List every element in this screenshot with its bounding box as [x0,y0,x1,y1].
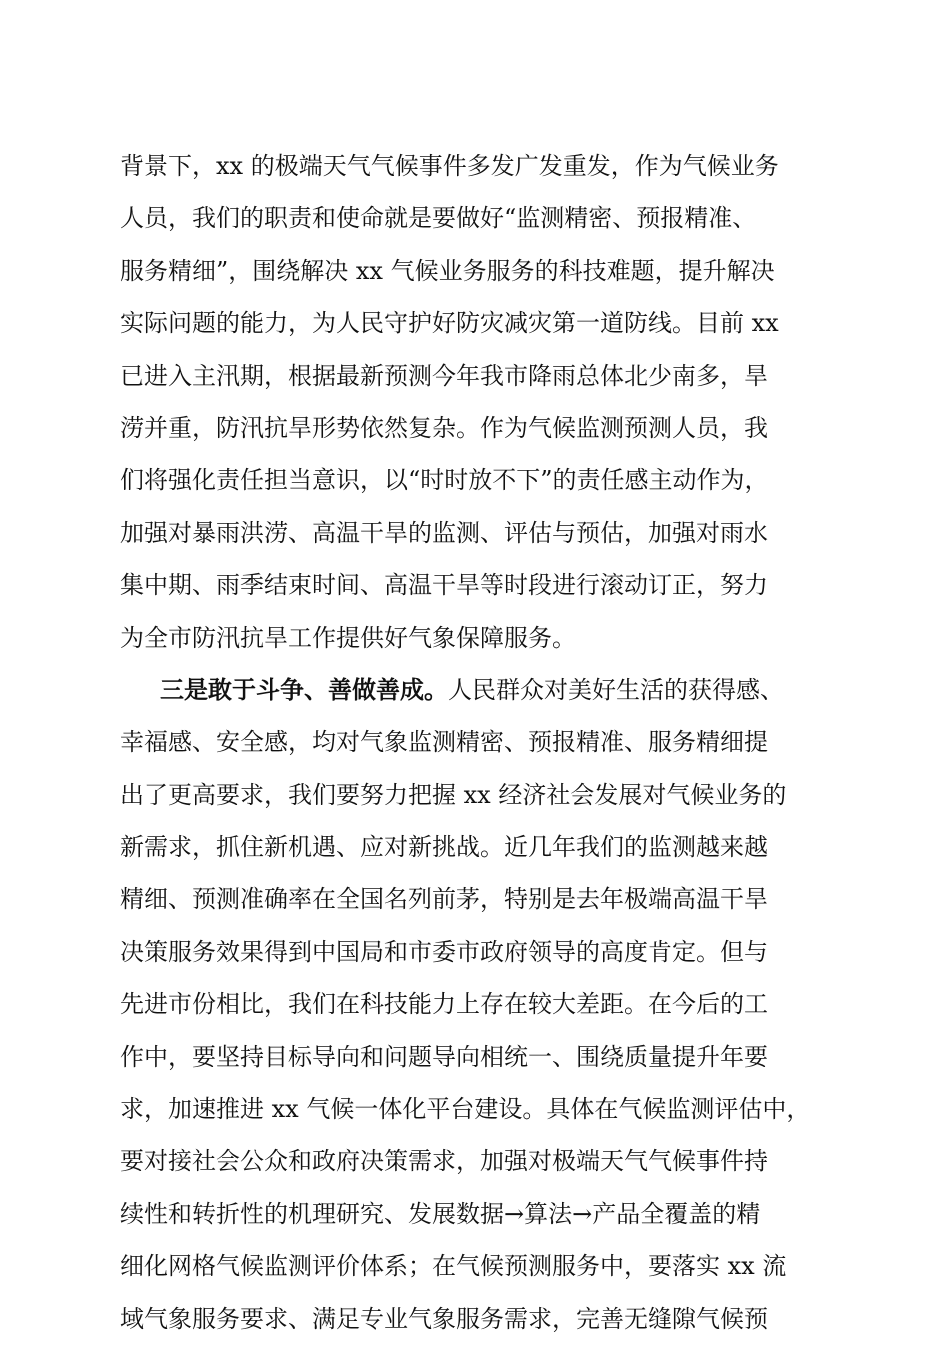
text-line: 细化网格气候监测评价体系；在气候预测服务中，要落实 xx 流 [120,1252,787,1281]
text-line: 加强对暴雨洪涝、高温干旱的监测、评估与预估，加强对雨水 [120,518,768,547]
text-line: 背景下，xx 的极端天气气候事件多发广发重发，作为气候业务 [120,152,779,180]
text-line: 精细、预测准确率在全国名列前茅，特别是去年极端高温干旱 [120,885,768,914]
paragraph-1 [120,140,840,664]
text-line: 作中，要坚持目标导向和问题导向相统一、围绕质量提升年要 [120,1042,768,1071]
text-line: 幸福感、安全感，均对气象监测精密、预报精准、服务精细提 [120,728,768,757]
paragraph-2 [120,664,840,1345]
text-line: 为全市防汛抗旱工作提供好气象保障服务。 [120,623,576,652]
paragraph-lead-heading: 三是敢于斗争、善做善成。 [160,674,448,704]
text-line: 先进市份相比，我们在科技能力上存在较大差距。在今后的工 [120,990,768,1019]
text-line: 集中期、雨季结束时间、高温干旱等时段进行滚动订正，努力 [120,571,768,600]
text-line: 续性和转折性的机理研究、发展数据→算法→产品全覆盖的精 [120,1199,761,1228]
text-line: 域气象服务要求、满足专业气象服务需求，完善无缝隙气候预 [120,1304,768,1333]
text-line-first [120,664,840,716]
text-line: 出了更高要求，我们要努力把握 xx 经济社会发展对气候业务的 [120,780,787,809]
text-line: 决策服务效果得到中国局和市委市政府领导的高度肯定。但与 [120,937,768,966]
body-text [120,140,840,1345]
text-line: 服务精细”，围绕解决 xx 气候业务服务的科技难题，提升解决 [120,256,775,285]
text-line: 们将强化责任担当意识，以“时时放不下”的责任感主动作为， [120,466,769,495]
text-line: 新需求，抓住新机遇、应对新挑战。近几年我们的监测越来越 [120,833,768,862]
text-line: 已进入主汛期，根据最新预测今年我市降雨总体北少南多，旱 [120,361,768,390]
text-line: 要对接社会公众和政府决策需求，加强对极端天气气候事件持 [120,1147,768,1176]
text-line: 实际问题的能力，为人民守护好防灾减灾第一道防线。目前 xx [120,309,779,338]
paragraph-first-line-text: 人民群众对美好生活的获得感、 [448,675,784,704]
text-line: 人员，我们的职责和使命就是要做好“监测精密、预报精准、 [120,204,757,233]
text-line: 涝并重，防汛抗旱形势依然复杂。作为气候监测预测人员，我 [120,413,768,442]
text-line: 求，加速推进 xx 气候一体化平台建设。具体在气候监测评估中， [120,1095,811,1124]
